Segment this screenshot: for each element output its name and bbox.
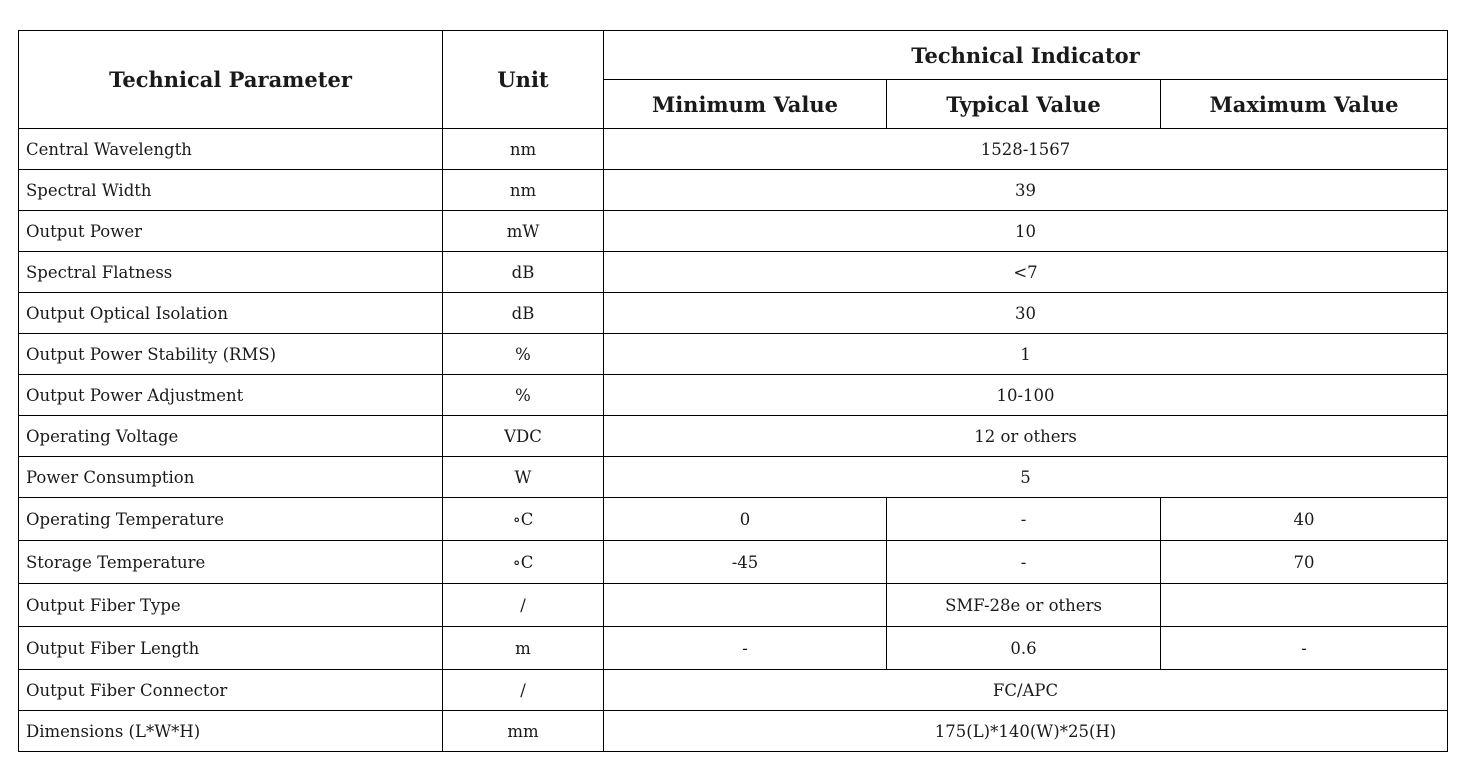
table-row	[19, 416, 1448, 457]
max-cell: -	[1161, 627, 1448, 670]
param-cell: Dimensions (L*W*H)	[19, 711, 443, 752]
value-cell: 30	[604, 293, 1448, 334]
table-row	[19, 457, 1448, 498]
unit-cell: W	[443, 457, 604, 498]
param-cell: Central Wavelength	[19, 129, 443, 170]
typ-cell: -	[887, 541, 1161, 584]
unit-cell: %	[443, 334, 604, 375]
param-cell: Operating Voltage	[19, 416, 443, 457]
param-cell: Spectral Flatness	[19, 252, 443, 293]
min-cell: -	[604, 627, 887, 670]
header-typical-value: Typical Value	[887, 80, 1161, 129]
value-cell: 10	[604, 211, 1448, 252]
header-maximum-value: Maximum Value	[1161, 80, 1448, 129]
value-cell: 1	[604, 334, 1448, 375]
table-row	[19, 252, 1448, 293]
unit-cell: /	[443, 584, 604, 627]
value-cell: 39	[604, 170, 1448, 211]
param-cell: Storage Temperature	[19, 541, 443, 584]
value-cell: 5	[604, 457, 1448, 498]
value-cell: 175(L)*140(W)*25(H)	[604, 711, 1448, 752]
min-cell: 0	[604, 498, 887, 541]
table-row	[19, 627, 1448, 670]
min-cell	[604, 584, 887, 627]
param-cell: Output Optical Isolation	[19, 293, 443, 334]
unit-cell: mW	[443, 211, 604, 252]
unit-cell: m	[443, 627, 604, 670]
param-cell: Output Power Stability (RMS)	[19, 334, 443, 375]
table-row	[19, 293, 1448, 334]
param-cell: Operating Temperature	[19, 498, 443, 541]
value-cell: 12 or others	[604, 416, 1448, 457]
table-row	[19, 129, 1448, 170]
spec-table	[18, 30, 1448, 752]
param-cell: Spectral Width	[19, 170, 443, 211]
min-cell: -45	[604, 541, 887, 584]
unit-cell: dB	[443, 293, 604, 334]
unit-cell: ∘C	[443, 541, 604, 584]
header-row-top	[19, 31, 1448, 80]
unit-cell: nm	[443, 129, 604, 170]
table-row	[19, 711, 1448, 752]
header-technical-parameter: Technical Parameter	[19, 31, 443, 129]
value-cell: 10-100	[604, 375, 1448, 416]
table-row	[19, 211, 1448, 252]
unit-cell: mm	[443, 711, 604, 752]
param-cell: Output Fiber Connector	[19, 670, 443, 711]
table-row	[19, 334, 1448, 375]
value-cell: <7	[604, 252, 1448, 293]
table-row	[19, 498, 1448, 541]
value-cell: FC/APC	[604, 670, 1448, 711]
max-cell: 70	[1161, 541, 1448, 584]
unit-cell: dB	[443, 252, 604, 293]
unit-cell: ∘C	[443, 498, 604, 541]
header-minimum-value: Minimum Value	[604, 80, 887, 129]
typ-cell: 0.6	[887, 627, 1161, 670]
unit-cell: nm	[443, 170, 604, 211]
param-cell: Output Fiber Type	[19, 584, 443, 627]
typ-cell: -	[887, 498, 1161, 541]
typ-cell: SMF-28e or others	[887, 584, 1161, 627]
param-cell: Power Consumption	[19, 457, 443, 498]
table-row	[19, 670, 1448, 711]
param-cell: Output Power Adjustment	[19, 375, 443, 416]
table-row	[19, 584, 1448, 627]
header-unit: Unit	[443, 31, 604, 129]
table-row	[19, 170, 1448, 211]
unit-cell: /	[443, 670, 604, 711]
value-cell: 1528-1567	[604, 129, 1448, 170]
unit-cell: VDC	[443, 416, 604, 457]
table-row	[19, 541, 1448, 584]
max-cell: 40	[1161, 498, 1448, 541]
param-cell: Output Fiber Length	[19, 627, 443, 670]
header-technical-indicator: Technical Indicator	[604, 31, 1448, 80]
unit-cell: %	[443, 375, 604, 416]
param-cell: Output Power	[19, 211, 443, 252]
table-row	[19, 375, 1448, 416]
max-cell	[1161, 584, 1448, 627]
